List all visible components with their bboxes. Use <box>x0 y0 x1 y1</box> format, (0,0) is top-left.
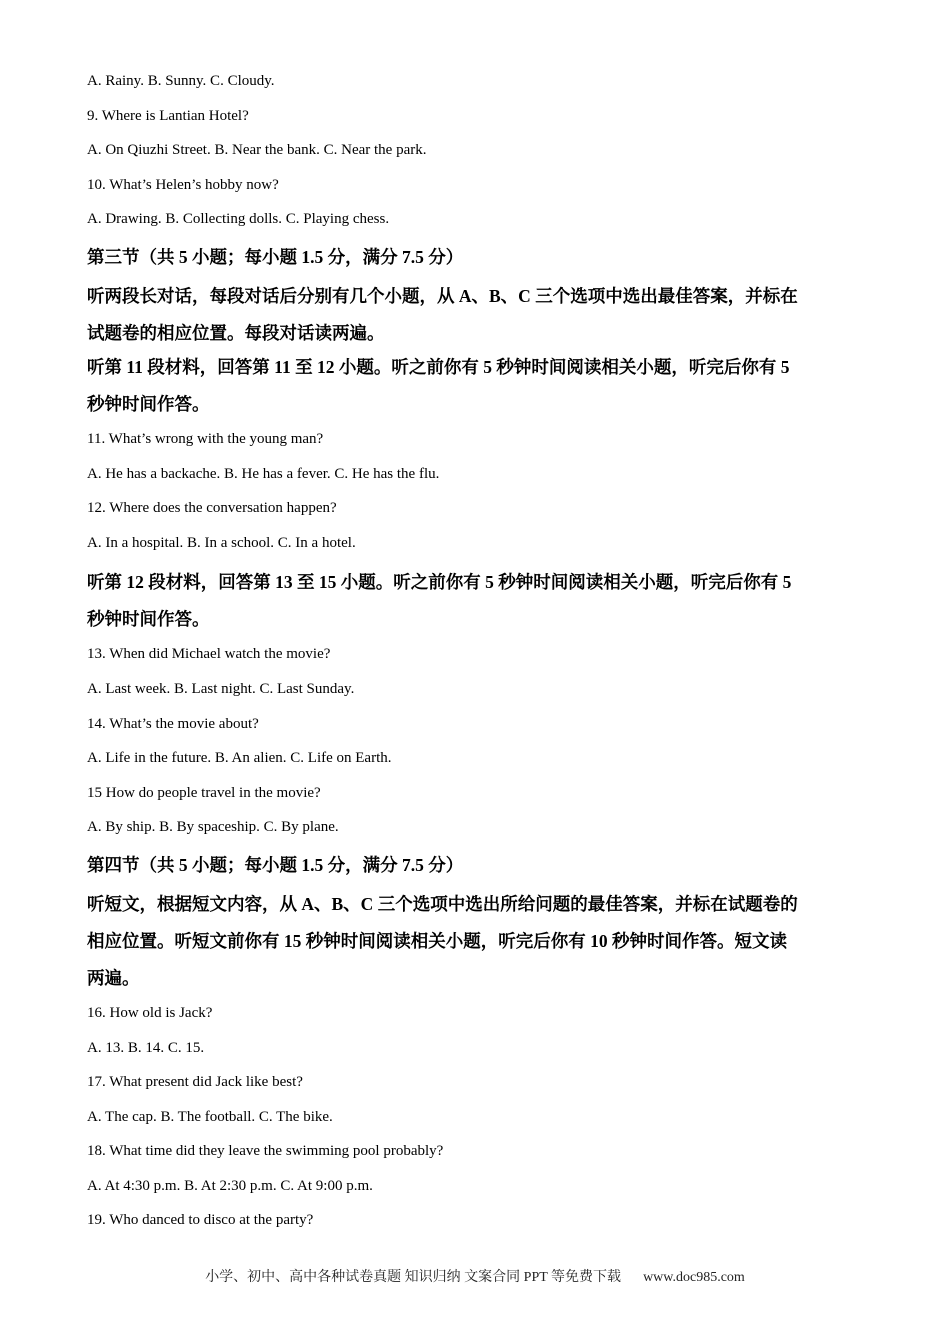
q15-question: 15 How do people travel in the movie? <box>87 784 321 801</box>
section4-heading: 第四节（共 5 小题；每小题 1.5 分，满分 7.5 分） <box>87 854 464 875</box>
q19-question: 19. Who danced to disco at the party? <box>87 1212 314 1229</box>
q12-options: A. In a hospital. B. In a school. C. In a hotel. <box>87 534 356 551</box>
section3-instructions <box>87 278 877 352</box>
footer-text: 小学、初中、高中各种试卷真题 知识归纳 文案合同 PPT 等免费下载 <box>205 1270 622 1285</box>
page-footer <box>0 1268 950 1288</box>
material11-instructions <box>87 349 877 423</box>
section4-instructions-line: 听短文，根据短文内容，从 A、B、C 三个选项中选出所给问题的最佳答案，并标在试题卷的 <box>87 893 798 914</box>
material12-line: 听第 12 段材料，回答第 13 至 15 小题。听之前你有 5 秒钟时间阅读相关小题，听完后你有 5 <box>87 572 792 593</box>
material12-instructions <box>87 564 877 638</box>
q14-question: 14. What’s the movie about? <box>87 715 259 732</box>
q12-question: 12. Where does the conversation happen? <box>87 500 337 517</box>
section3-instructions-line: 试题卷的相应位置。每段对话读两遍。 <box>87 322 385 343</box>
q9-options: A. On Qiuzhi Street. B. Near the bank. C. Near the park. <box>87 142 427 159</box>
document-body <box>87 71 877 1245</box>
q17-question: 17. What present did Jack like best? <box>87 1074 303 1091</box>
material11-line: 秒钟时间作答。 <box>87 393 210 414</box>
q11-question: 11. What’s wrong with the young man? <box>87 430 324 447</box>
q13-options: A. Last week. B. Last night. C. Last Sunday. <box>87 680 355 697</box>
q10-question: 10. What’s Helen’s hobby now? <box>87 176 279 193</box>
q11-options: A. He has a backache. B. He has a fever. C. He has the flu. <box>87 465 440 482</box>
material11-line: 听第 11 段材料，回答第 11 至 12 小题。听之前你有 5 秒钟时间阅读相关小题，听完后你有 5 <box>87 356 790 377</box>
q18-options: A. At 4:30 p.m. B. At 2:30 p.m. C. At 9:00 p.m. <box>87 1177 373 1194</box>
q17-options: A. The cap. B. The football. C. The bike. <box>87 1108 333 1125</box>
section4-instructions-line: 两遍。 <box>87 967 140 988</box>
material12-line: 秒钟时间作答。 <box>87 609 210 630</box>
q18-question: 18. What time did they leave the swimming pool probably? <box>87 1143 444 1160</box>
q10-options: A. Drawing. B. Collecting dolls. C. Playing chess. <box>87 211 390 228</box>
q15-options: A. By ship. B. By spaceship. C. By plane. <box>87 819 339 836</box>
q14-options: A. Life in the future. B. An alien. C. Life on Earth. <box>87 750 392 767</box>
q9-question: 9. Where is Lantian Hotel? <box>87 107 249 124</box>
q16-question: 16. How old is Jack? <box>87 1004 213 1021</box>
footer-link[interactable]: www.doc985.com <box>643 1270 745 1285</box>
q16-options: A. 13. B. 14. C. 15. <box>87 1039 205 1056</box>
section3-heading: 第三节（共 5 小题；每小题 1.5 分，满分 7.5 分） <box>87 246 464 267</box>
section4-instructions-line: 相应位置。听短文前你有 15 秒钟时间阅读相关小题，听完后你有 10 秒钟时间作答。短文读 <box>87 930 787 951</box>
q13-question: 13. When did Michael watch the movie? <box>87 646 331 663</box>
section4-instructions <box>87 886 877 997</box>
section3-instructions-line: 听两段长对话，每段对话后分别有几个小题，从 A、B、C 三个选项中选出最佳答案，并标在 <box>87 285 798 306</box>
q8-options: A. Rainy. B. Sunny. C. Cloudy. <box>87 73 275 89</box>
